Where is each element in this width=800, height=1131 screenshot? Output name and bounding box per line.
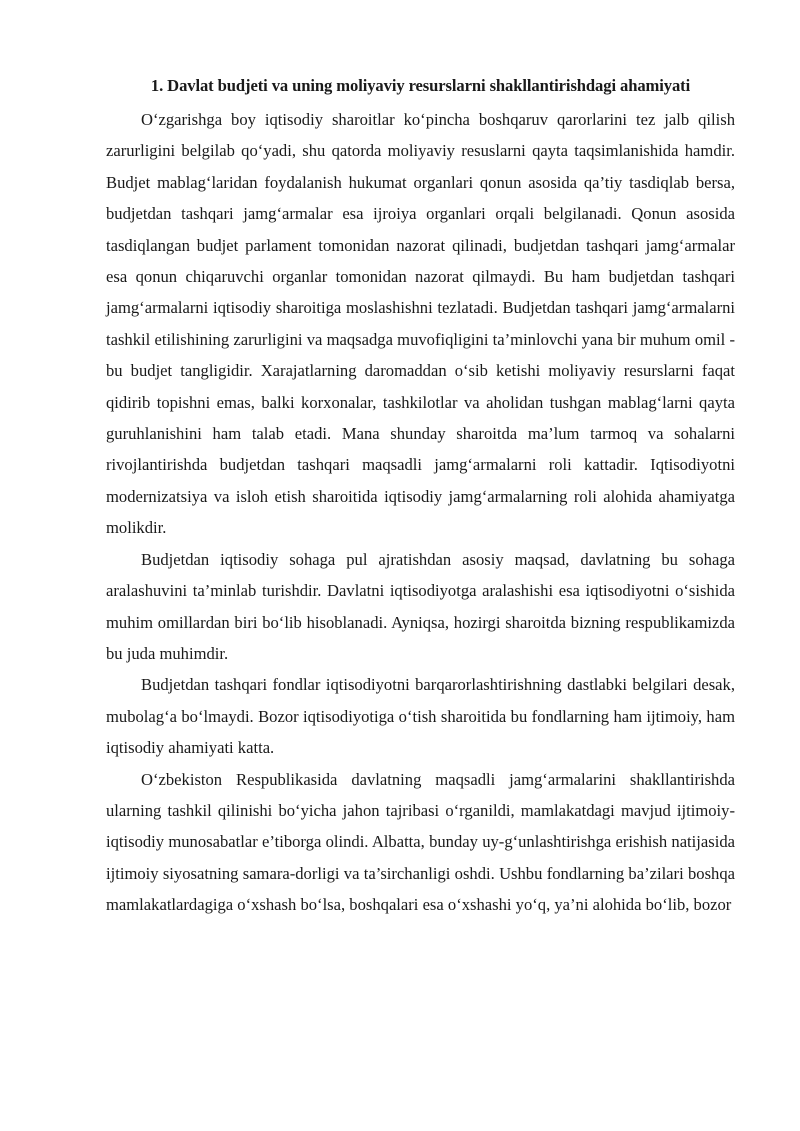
paragraph-4: O‘zbekiston Respublikasida davlatning maqsadli jamg‘armalarini shakllantirishda ularning tashkil qilinishi bo‘yicha jahon tajribasi o‘rganildi, mamlakatdagi mavjud ijtimoiy-iqtisodiy munosabatlar e’tiborga olindi. Albatta, bunday uy-g‘unlashtirishga erishish natijasida ijtimoiy siyosatning samara-dorligi va ta’sirchanligi oshdi. Ushbu fondlarning ba’zilari boshqa mamlakatlardagiga o‘xshash bo‘lsa, boshqalari esa o‘xshashi yo‘q, ya’ni alohida bo‘lib, bozor [106, 769, 735, 915]
paragraph-1: O‘zgarishga boy iqtisodiy sharoitlar ko‘pincha boshqaruv qarorlarini tez jalb qilish zarurligini belgilab qo‘yadi, shu qatorda moliyaviy resuslarni qayta taqsimlanishida hamdir. Budjet mablag‘laridan foydalanish hukumat organlari qonun asosida qa’tiy tasdiqlab bersa, budjetdan tashqari jamg‘armalar esa ijroiya organlari orqali belgilanadi. Qonun asosida tasdiqlangan budjet parlament tomonidan nazorat qilinadi, budjetdan tashqari jamg‘armalar esa qonun chiqaruvchi organlar tomonidan nazorat qilmaydi. Bu ham budjetdan tashqari jamg‘armalarni iqtisodiy sharoitiga moslashishni tezlatadi. Budjetdan tashqari jamg‘armalarni tashkil etilishining zarurligini va maqsadga muvofiqligini ta’minlovchi yana bir muhum omil - bu budjet tangligidir. Xarajatlarning daromaddan o‘sib ketishi moliyaviy resurslarni faqat qidirib topishni emas, balki korxonalar, tashkilotlar va aholidan tushgan mablag‘larni qayta guruhlanishini ham talab etadi. Mana shunday sharoitda ma’lum tarmoq va sohalarni rivojlantirishda budjetdan tashqari maqsadli jamg‘armalarni roli kattadir. Iqtisodiyotni modernizatsiya va isloh etish sharoitida iqtisodiy jamg‘armalarning roli alohida ahamiyatga molikdir. [106, 110, 735, 538]
document-page [106, 72, 735, 921]
paragraph-3: Budjetdan tashqari fondlar iqtisodiyotni barqarorlashtirishning dastlabki belgilari desak, mubolag‘a bo‘lmaydi. Bozor iqtisodiyotiga o‘tish sharoitida bu fondlarning ham ijtimoiy, ham iqtisodiy ahamiyati katta. [106, 675, 735, 758]
section-title: 1. Davlat budjeti va uning moliyaviy resurslarni shakllantirishdagi ahamiyati [150, 76, 691, 95]
paragraph-2: Budjetdan iqtisodiy sohaga pul ajratishdan asosiy maqsad, davlatning bu sohaga aralashuvini ta’minlab turishdir. Davlatni iqtisodiyotga aralashishi esa iqtisodiyotni o‘sishida muhim omillardan biri bo‘lib hisoblanadi. Ayniqsa, hozirgi sharoitda bizning respublikamizda bu juda muhimdir. [106, 549, 735, 663]
